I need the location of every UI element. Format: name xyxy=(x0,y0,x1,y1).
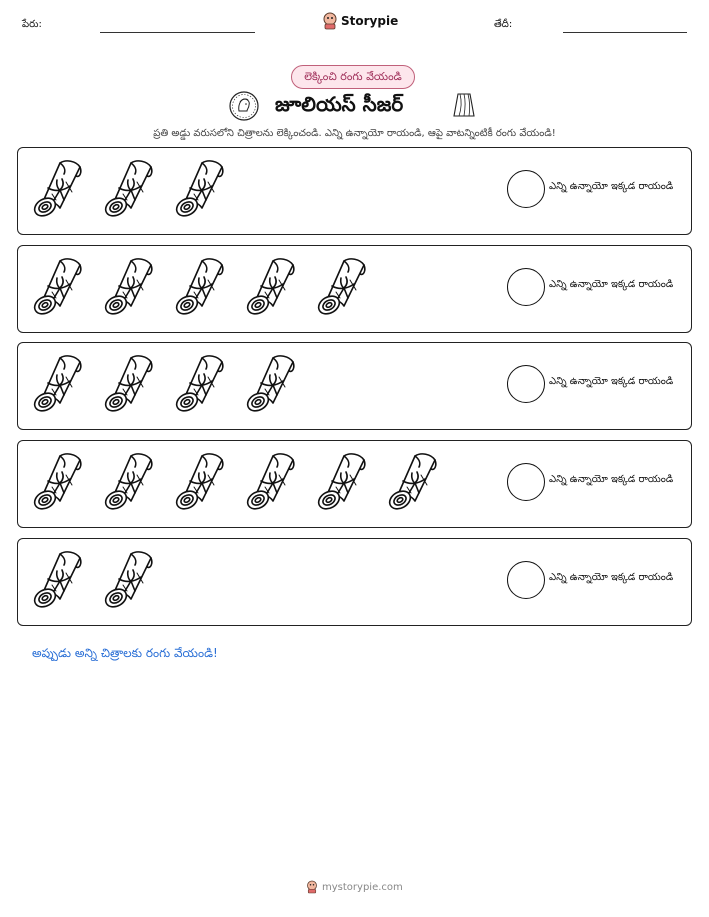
answer-label: ఎన్ని ఉన్నాయో ఇక్కడ రాయండి xyxy=(549,572,674,583)
scroll-group xyxy=(30,256,370,318)
scroll-icon[interactable] xyxy=(30,353,86,415)
scroll-icon[interactable] xyxy=(314,256,370,318)
counting-row xyxy=(17,538,692,626)
scroll-icon[interactable] xyxy=(101,549,157,611)
scroll-icon[interactable] xyxy=(30,256,86,318)
brand-name: Storypie xyxy=(341,14,399,28)
scroll-icon[interactable] xyxy=(243,353,299,415)
title-row xyxy=(0,90,709,122)
date-label: తేదీ: xyxy=(494,19,513,30)
answer-circle[interactable] xyxy=(507,463,545,501)
answer-circle[interactable] xyxy=(507,170,545,208)
storypie-mascot-icon xyxy=(322,12,338,30)
scroll-icon[interactable] xyxy=(172,158,228,220)
footer xyxy=(306,880,403,894)
answer-label: ఎన్ని ఉన్నాయో ఇక్కడ రాయండి xyxy=(549,474,674,485)
instructions: ప్రతి అడ్డు వరుసలోని చిత్రాలను లెక్కించండి. ఎన్ని ఉన్నాయో రాయండి, ఆపై వాటన్నింటికీ రంగు వేయండి! xyxy=(153,128,556,139)
answer-circle[interactable] xyxy=(507,561,545,599)
answer-circle[interactable] xyxy=(507,365,545,403)
brand-logo xyxy=(322,12,398,30)
scroll-group xyxy=(30,158,228,220)
scroll-icon[interactable] xyxy=(385,451,441,513)
counting-row xyxy=(17,245,692,333)
answer-label: ఎన్ని ఉన్నాయో ఇక్కడ రాయండి xyxy=(549,181,674,192)
counting-row xyxy=(17,440,692,528)
counting-row xyxy=(17,147,692,235)
scroll-icon[interactable] xyxy=(30,451,86,513)
scroll-icon[interactable] xyxy=(101,451,157,513)
scroll-group xyxy=(30,353,299,415)
bottom-note: అప్పుడు అన్ని చిత్రాలకు రంగు వేయండి! xyxy=(32,646,218,660)
counting-row xyxy=(17,342,692,430)
footer-url: mystorypie.com xyxy=(322,881,403,893)
answer-label: ఎన్ని ఉన్నాయో ఇక్కడ రాయండి xyxy=(549,376,674,387)
scroll-icon[interactable] xyxy=(243,451,299,513)
scroll-icon[interactable] xyxy=(101,353,157,415)
answer-circle[interactable] xyxy=(507,268,545,306)
toga-icon xyxy=(449,90,479,120)
scroll-icon[interactable] xyxy=(172,353,228,415)
storypie-mascot-icon xyxy=(306,880,318,894)
name-line[interactable] xyxy=(100,32,255,33)
scroll-icon[interactable] xyxy=(30,549,86,611)
activity-badge: లెక్కించి రంగు వేయండి xyxy=(291,65,415,89)
answer-label: ఎన్ని ఉన్నాయో ఇక్కడ రాయండి xyxy=(549,279,674,290)
scroll-icon[interactable] xyxy=(101,256,157,318)
scroll-group xyxy=(30,549,157,611)
scroll-icon[interactable] xyxy=(172,451,228,513)
scroll-icon[interactable] xyxy=(30,158,86,220)
page-title: జూలియస్ సీజర్ xyxy=(275,92,404,116)
scroll-icon[interactable] xyxy=(172,256,228,318)
scroll-icon[interactable] xyxy=(314,451,370,513)
scroll-group xyxy=(30,451,441,513)
name-label: పేరు: xyxy=(22,19,42,30)
coin-icon xyxy=(228,90,260,122)
date-line[interactable] xyxy=(563,32,687,33)
scroll-icon[interactable] xyxy=(101,158,157,220)
scroll-icon[interactable] xyxy=(243,256,299,318)
